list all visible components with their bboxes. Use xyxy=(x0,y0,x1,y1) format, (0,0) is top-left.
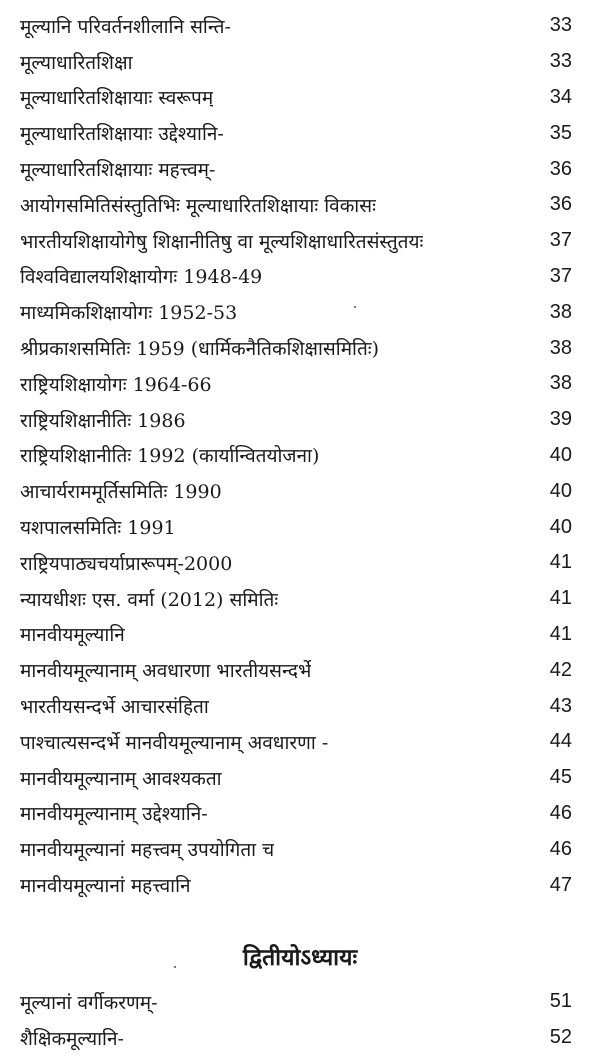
toc-entry xyxy=(20,867,572,903)
entry-page-number: 36 xyxy=(549,193,572,216)
entry-title: मूल्याधारितशिक्षायाः स्वरूपम् xyxy=(20,87,214,110)
entry-page-number: 47 xyxy=(549,873,572,896)
toc-entry xyxy=(20,617,572,653)
entry-page-number: 39 xyxy=(549,408,572,431)
entry-page-number: 38 xyxy=(549,300,572,323)
entry-page-number: 37 xyxy=(549,264,572,287)
contents-list-chapter-2 xyxy=(20,984,572,1056)
entry-page-number: 34 xyxy=(549,85,572,108)
entry-title: भारतीयसन्दर्भे आचारसंहिता xyxy=(20,696,209,719)
toc-entry xyxy=(20,545,572,581)
entry-title: आचार्यराममूर्तिसमितिः 1990 xyxy=(20,481,222,504)
print-speck xyxy=(354,306,356,308)
entry-page-number: 46 xyxy=(549,801,572,824)
toc-entry xyxy=(20,831,572,867)
toc-entry xyxy=(20,438,572,474)
toc-entry xyxy=(20,187,572,223)
entry-title: मूल्यानां वर्गीकरणम्- xyxy=(20,991,158,1014)
entry-title: मानवीयमूल्यानि xyxy=(20,624,125,647)
toc-entry xyxy=(20,80,572,116)
toc-entry xyxy=(20,223,572,259)
toc-entry xyxy=(20,652,572,688)
toc-entry xyxy=(20,984,572,1020)
toc-entry xyxy=(20,1020,572,1056)
entry-page-number: 51 xyxy=(549,990,572,1013)
entry-page-number: 36 xyxy=(549,157,572,180)
entry-page-number: 41 xyxy=(549,551,572,574)
toc-entry xyxy=(20,44,572,80)
entry-page-number: 52 xyxy=(549,1026,572,1049)
entry-page-number: 46 xyxy=(549,837,572,860)
entry-title: विश्वविद्यालयशिक्षायोगः 1948-49 xyxy=(20,266,263,289)
entry-page-number: 40 xyxy=(549,479,572,502)
toc-entry xyxy=(20,509,572,545)
entry-title: मूल्याधारितशिक्षायाः महत्त्वम्- xyxy=(20,159,216,182)
entry-page-number: 44 xyxy=(549,730,572,753)
entry-page-number: 40 xyxy=(549,515,572,538)
entry-title: मानवीयमूल्यानां महत्त्वम् उपयोगिता च xyxy=(20,839,275,862)
entry-page-number: 43 xyxy=(549,694,572,717)
entry-title: मानवीयमूल्यानाम् अवधारणा भारतीयसन्दर्भे xyxy=(20,660,312,683)
toc-entry xyxy=(20,294,572,330)
toc-entry xyxy=(20,760,572,796)
entry-title: राष्ट्रियशिक्षानीतिः 1986 xyxy=(20,409,186,432)
toc-entry xyxy=(20,796,572,832)
toc-entry xyxy=(20,259,572,295)
toc-entry xyxy=(20,473,572,509)
entry-page-number: 38 xyxy=(549,336,572,359)
entry-title: मानवीयमूल्यानां महत्त्वानि xyxy=(20,875,191,898)
entry-title: राष्ट्रियशिक्षानीतिः 1992 (कार्यान्वितयोजना) xyxy=(20,445,320,468)
entry-title: न्यायधीशः एस. वर्मा (2012) समितिः xyxy=(20,588,279,611)
entry-page-number: 41 xyxy=(549,587,572,610)
entry-title: राष्ट्रियपाठ्यचर्याप्रारूपम्-2000 xyxy=(20,552,233,575)
entry-title: मानवीयमूल्यानाम् उद्देश्यानि- xyxy=(20,803,208,826)
entry-page-number: 33 xyxy=(549,14,572,37)
entry-title: आयोगसमितिसंस्तुतिभिः मूल्याधारितशिक्षायाः विकासः xyxy=(20,194,376,217)
contents-list xyxy=(20,8,572,903)
entry-page-number: 42 xyxy=(549,658,572,681)
toc-entry xyxy=(20,402,572,438)
chapter-heading: द्वितीयोऽध्यायः xyxy=(242,944,358,971)
entry-title: मूल्याधारितशिक्षायाः उद्देश्यानि- xyxy=(20,123,224,146)
entry-title: मूल्याधारितशिक्षा xyxy=(20,51,133,74)
entry-title: यशपालसमितिः 1991 xyxy=(20,517,176,540)
entry-page-number: 33 xyxy=(549,50,572,73)
entry-page-number: 38 xyxy=(549,372,572,395)
toc-entry xyxy=(20,8,572,44)
entry-title: मानवीयमूल्यानाम् आवश्यकता xyxy=(20,767,222,790)
entry-page-number: 41 xyxy=(549,622,572,645)
toc-entry xyxy=(20,688,572,724)
entry-title: राष्ट्रियशिक्षायोगः 1964-66 xyxy=(20,373,212,396)
entry-page-number: 45 xyxy=(549,766,572,789)
entry-page-number: 35 xyxy=(549,121,572,144)
entry-title: माध्यमिकशिक्षायोगः 1952-53 xyxy=(20,302,238,325)
toc-entry xyxy=(20,151,572,187)
toc-entry xyxy=(20,581,572,617)
entry-title: श्रीप्रकाशसमितिः 1959 (धार्मिकनैतिकशिक्षासमितिः) xyxy=(20,338,380,361)
entry-page-number: 37 xyxy=(549,229,572,252)
entry-title: पाश्चात्यसन्दर्भे मानवीयमूल्यानाम् अवधारणा - xyxy=(20,731,329,754)
toc-entry xyxy=(20,366,572,402)
entry-page-number: 40 xyxy=(549,443,572,466)
toc-entry xyxy=(20,724,572,760)
toc-entry xyxy=(20,115,572,151)
entry-title: मूल्यानि परिवर्तनशीलानि सन्ति- xyxy=(20,15,231,38)
toc-entry xyxy=(20,330,572,366)
entry-title: भारतीयशिक्षायोगेषु शिक्षानीतिषु वा मूल्यशिक्षाधारितसंस्तुतयः xyxy=(20,230,424,253)
entry-title: शैक्षिकमूल्यानि- xyxy=(20,1027,124,1050)
